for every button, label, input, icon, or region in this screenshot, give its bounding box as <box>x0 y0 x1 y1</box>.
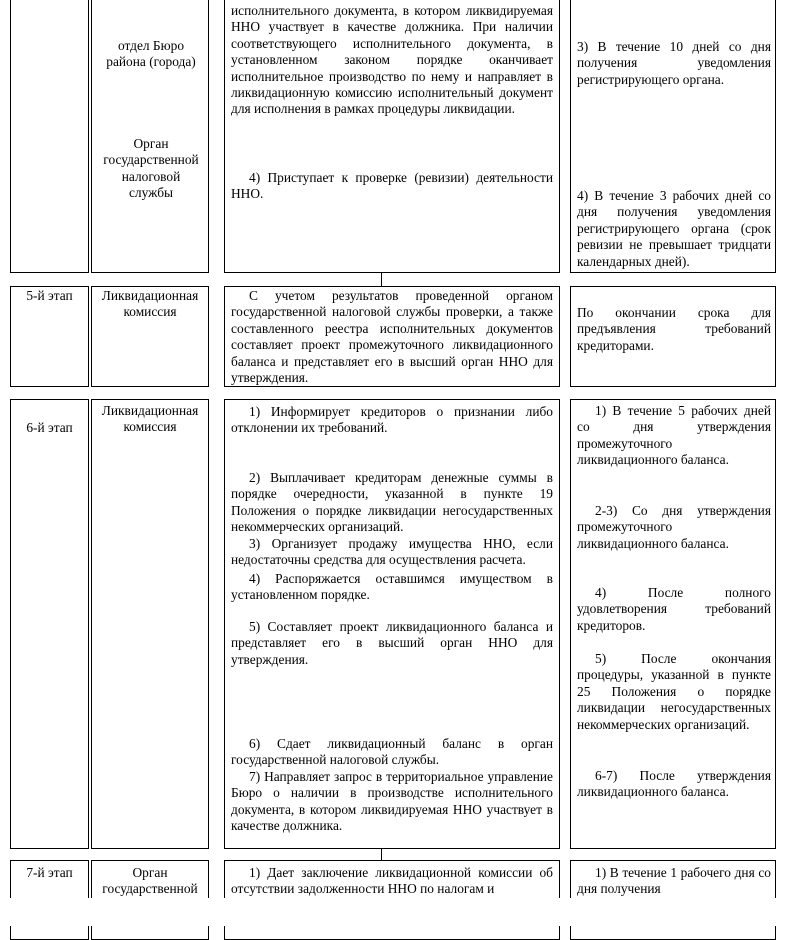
row6-action-3: 3) Организует продажу имущества ННО, если недостаточны средства для осуществления расчета. <box>231 536 553 568</box>
row5-actor: Ликвидационная комиссия <box>101 288 199 320</box>
connector-6-7 <box>381 848 382 860</box>
row6-action-7: 7) Направляет запрос в территориальное управление Бюро о наличии в производстве исполнительного документа, в котором ликвидируемая ННО участвует в качестве должника. <box>231 769 553 834</box>
row7-stage: 7-й этап <box>26 865 73 880</box>
page-crop-mask <box>0 898 799 926</box>
row6-actor-cell <box>91 399 209 849</box>
row6-term-2: 2-3) Со дня утверждения промежуточного ликвидационного баланса. <box>577 503 771 551</box>
row4-term-3: 3) В течение 10 дней со дня получения уведомления регистрирующего органа. <box>577 39 771 87</box>
row5-stage-cell <box>10 286 89 387</box>
row4-action-4: 4) Приступает к проверке (ревизии) деятельности ННО. <box>231 170 553 202</box>
row4-stage-cell <box>10 0 89 273</box>
row7-term-1: 1) В течение 1 рабочего дня со дня получения <box>577 865 771 897</box>
row5-term-cell <box>570 286 776 387</box>
row6-action-cell <box>224 399 560 849</box>
row6-action-1: 1) Информирует кредиторов о признании либо отклонении их требований. <box>231 404 553 436</box>
row6-actor: Ликвидационная комиссия <box>101 403 199 435</box>
row5-term: По окончании срока для предъявления требований кредиторами. <box>577 305 771 353</box>
row5-actor-cell <box>91 286 209 387</box>
connector-4-5 <box>381 272 382 286</box>
row4-term-cell <box>570 0 776 273</box>
row4-actor-cell <box>91 0 209 273</box>
row6-action-2: 2) Выплачивает кредиторам денежные суммы в порядке очередности, указанной в пункте 19 Положения о порядке ликвидации негосударственных некоммерческих организаций. <box>231 470 553 535</box>
row4-action-cont: исполнительного документа, в котором ликвидируемая ННО участвует в качестве должника. При наличии соответствующего исполнительного документа, в установленном законом порядке оканчивает исполнительное производство по нему и направляет в ликвидационную комиссию исполнительный документ для исполнения в рамках процедуры ликвидации. <box>231 3 553 117</box>
row7-action-1: 1) Дает заключение ликвидационной комиссии об отсутствии задолженности ННО по налогам и <box>231 865 553 897</box>
row5-action: С учетом результатов проведенной органом государственной налоговой службы проверки, а также составленного реестра исполнительных документов составляет проект промежуточного ликвидационного баланса и представляет его в высший орган ННО для утверждения. <box>231 288 553 386</box>
row4-actor-bureau: отдел Бюро района (города) <box>106 38 196 70</box>
row4-actor-tax: Орган государственной налоговой службы <box>103 136 199 201</box>
row6-term-4: 4) После полного удовлетворения требований кредиторов. <box>577 585 771 633</box>
row6-term-67: 6-7) После утверждения ликвидационного баланса. <box>577 768 771 800</box>
row4-term-4: 4) В течение 3 рабочих дней со дня получения уведомления регистрирующего органа (срок ревизии не превышает тридцати календарных дней). <box>577 188 771 269</box>
row4-action-cell <box>224 0 560 273</box>
row6-term-1: 1) В течение 5 рабочих дней со дня утверждения промежуточного ликвидационного баланса. <box>577 403 771 468</box>
row7-actor: Орган государственной <box>102 865 198 897</box>
row6-stage-cell <box>10 399 89 849</box>
row6-term-cell <box>570 399 776 849</box>
row5-action-cell <box>224 286 560 387</box>
row6-action-5: 5) Составляет проект ликвидационного баланса и представляет его в высший орган ННО для утверждения. <box>231 619 553 667</box>
row6-action-4: 4) Распоряжается оставшимся имуществом в установленном порядке. <box>231 571 553 603</box>
row6-term-5: 5) После окончания процедуры, указанной в пункте 25 Положения о порядке ликвидации негосударственных некоммерческих организаций. <box>577 651 771 732</box>
row5-stage: 5-й этап <box>26 288 73 303</box>
row6-stage: 6-й этап <box>26 420 73 435</box>
row6-action-6: 6) Сдает ликвидационный баланс в орган государственной налоговой службы. <box>231 736 553 768</box>
